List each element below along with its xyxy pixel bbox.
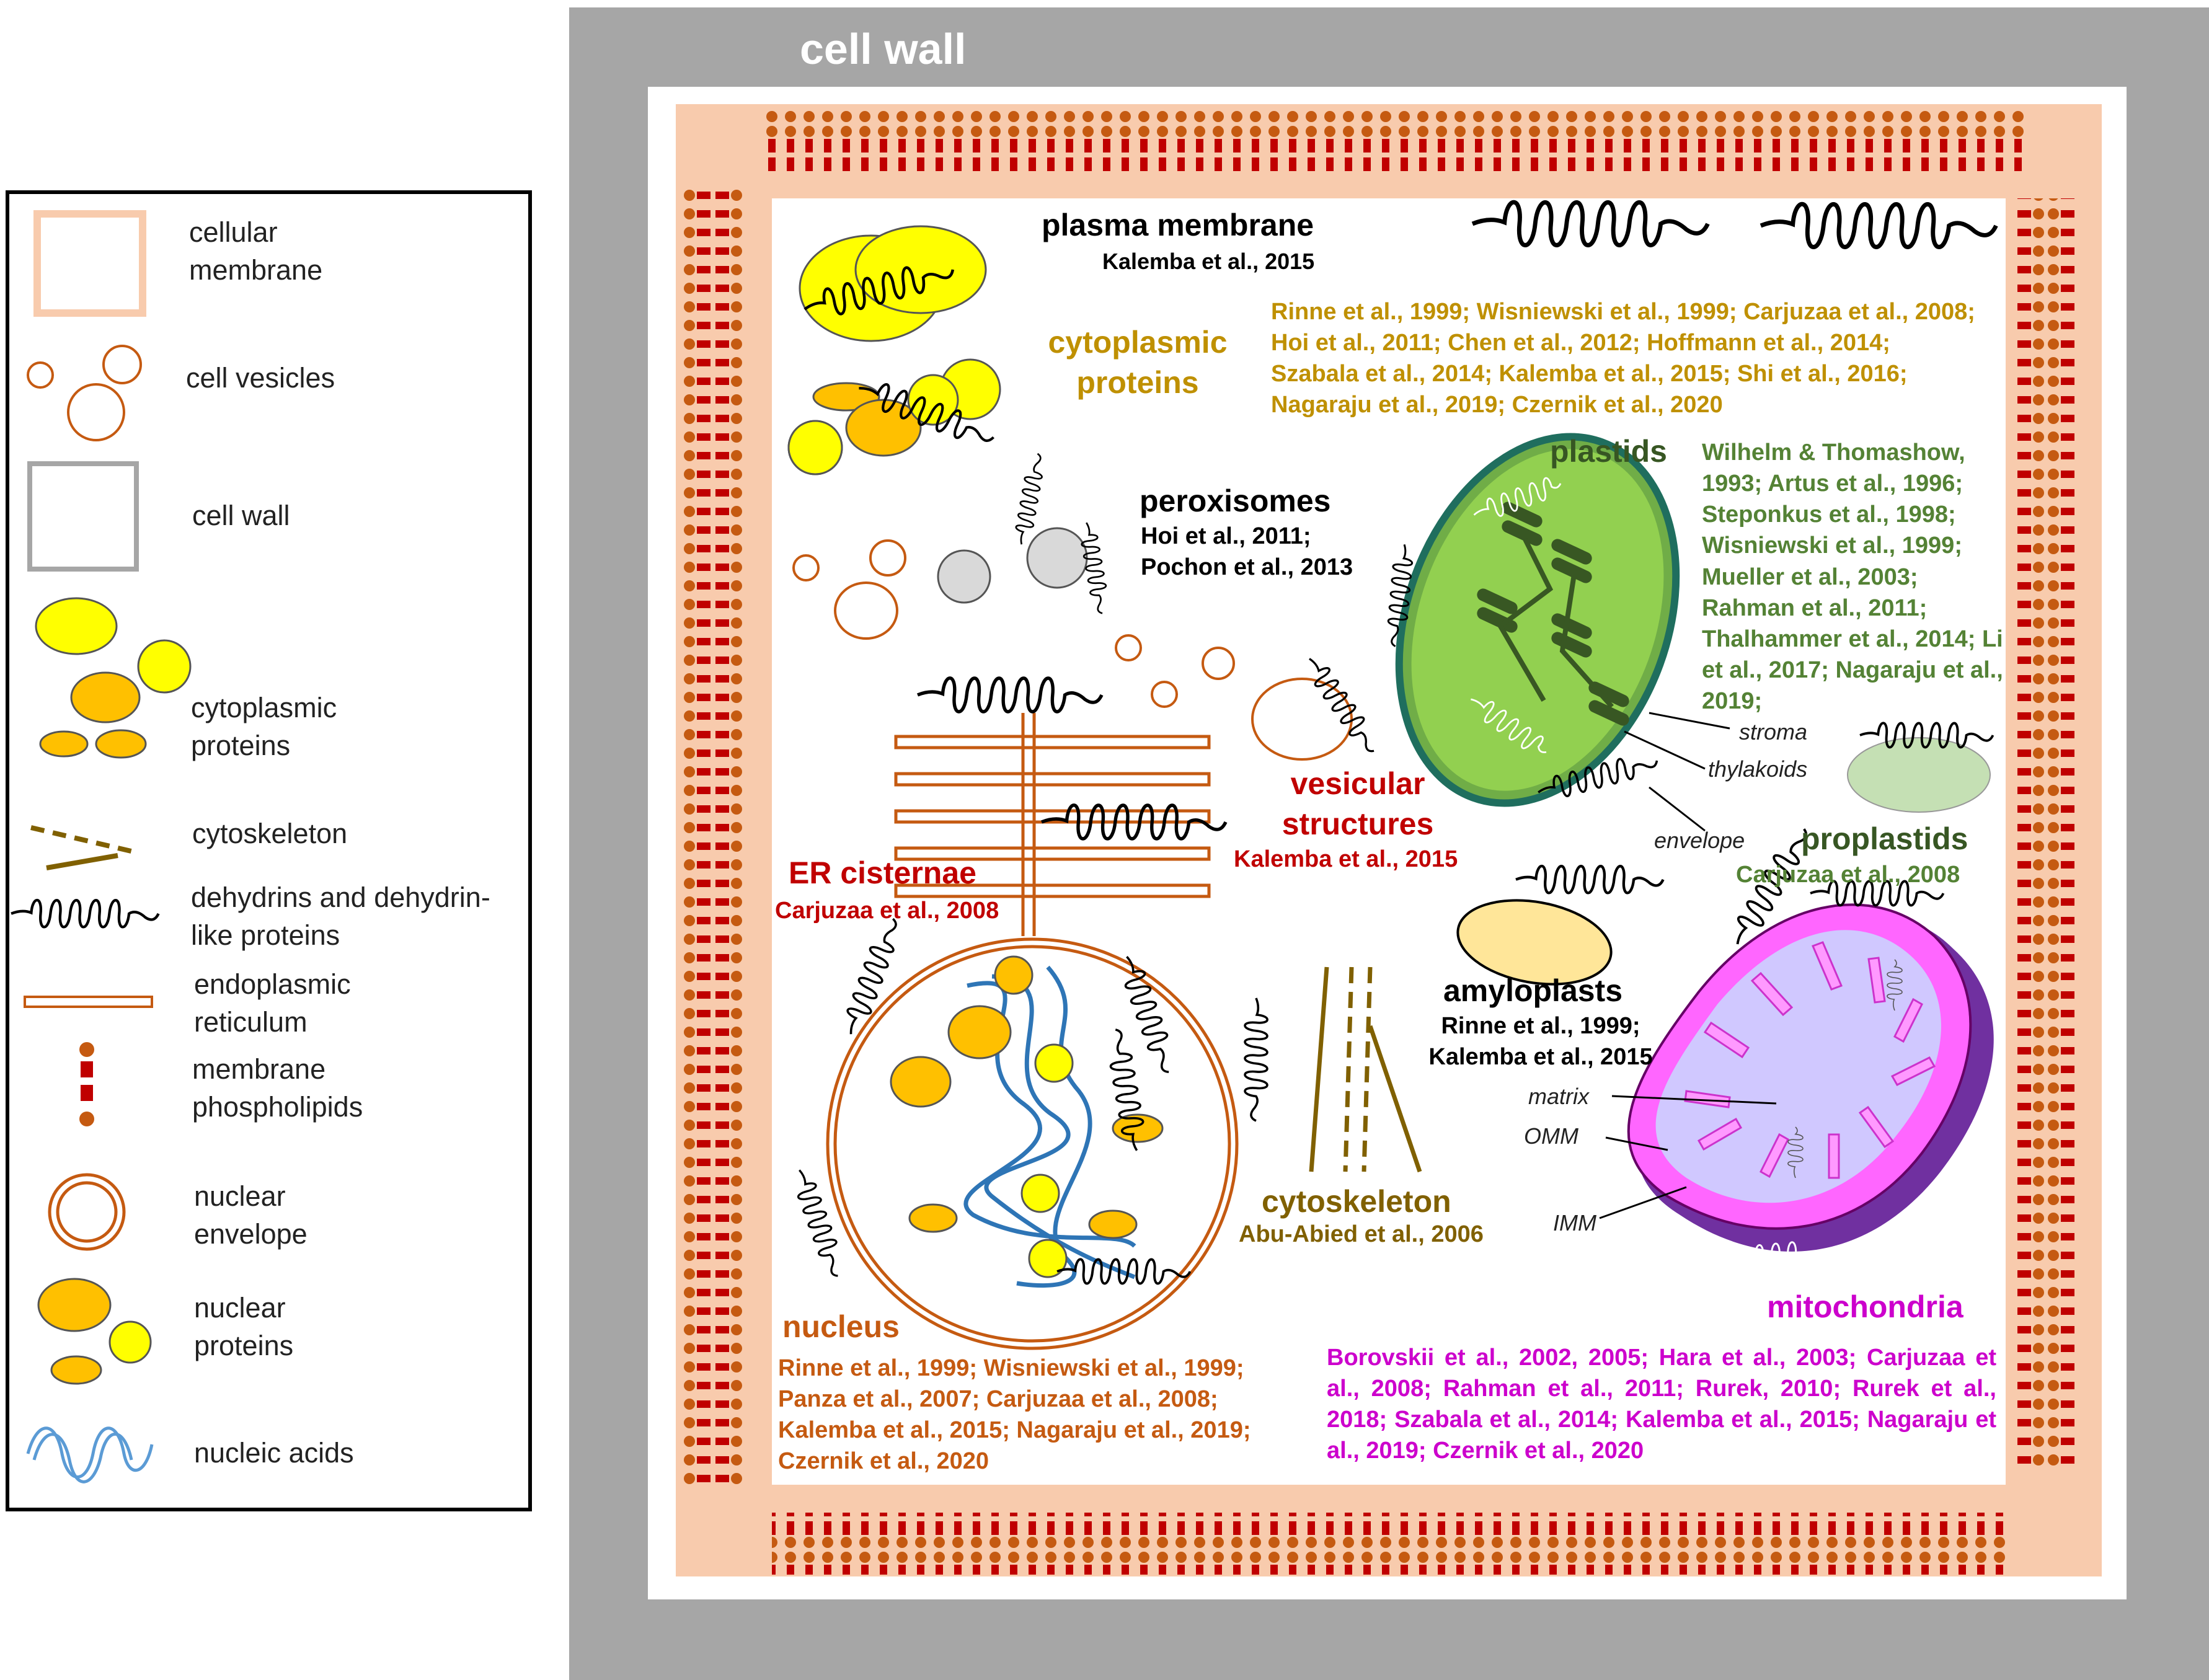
plasma-membrane-refs: Kalemba et al., 2015 <box>1102 249 1315 274</box>
legend-label-phospholipids: membrane phospholipids <box>192 1053 363 1123</box>
cytoskeleton-title: cytoskeleton <box>1262 1184 1451 1219</box>
plasma-membrane-title: plasma membrane <box>1042 208 1314 242</box>
membrane-lipids-top <box>759 110 2030 172</box>
proplastid <box>1848 738 1990 812</box>
cytoplasmic-proteins-title: cytoplasmic proteins <box>1048 325 1228 400</box>
thylakoids-label: thylakoids <box>1708 756 1808 782</box>
legend-label-cytoskeleton: cytoskeleton <box>192 818 348 849</box>
membrane-lipids-bottom <box>772 1513 2012 1575</box>
cytoplasmic-proteins-refs: Rinne et al., 1999; Wisniewski et al., 1999; Carjuzaa et al., 2008; Hoi et al., 2011; Chen et al., 2012; Hoffmann et al., 2014; Szabala et al., 2014; Kalemba et al., 2015; Shi et al., 2016; Nagaraju et al., 2019; Czernik et al., 2020 <box>1271 299 1975 418</box>
amyloplasts-title: amyloplasts <box>1443 973 1623 1008</box>
mitochondria-refs: Borovskii et al., 2002, 2005; Hara et al., 2003; Carjuzaa et al., 2008; Rahman et al., 2011; Rurek, 2010; Rurek et al., 2018; Szabala et al., 2014; Kalemba et al., 2015; Nagaraju et al., 2019; Czernik et al., 2020 <box>1327 1345 1996 1464</box>
envelope-label: envelope <box>1654 828 1745 853</box>
er-cisternae-refs: Carjuzaa et al., 2008 <box>775 898 999 924</box>
matrix-label: matrix <box>1528 1084 1589 1109</box>
peroxisomes-refs: Hoi et al., 2011; Pochon et al., 2013 <box>1141 523 1353 581</box>
vesicular-structures-title: vesicular structures <box>1282 766 1434 841</box>
legend-label-dehydrins: dehydrins and dehydrin-like proteins <box>191 882 490 951</box>
stroma-label: stroma <box>1739 719 1808 745</box>
cell-wall-title: cell wall <box>800 25 967 73</box>
legend-label-cell-vesicles: cell vesicles <box>186 362 335 394</box>
legend-label-cytoplasmic-proteins: cytoplasmic proteins <box>191 692 337 761</box>
omm-label: OMM <box>1524 1123 1578 1149</box>
nucleus-title: nucleus <box>782 1309 900 1344</box>
legend-label-nuclear-envelope: nuclear envelope <box>194 1180 308 1250</box>
proplastids-refs: Carjuzaa et al., 2008 <box>1736 862 1960 888</box>
legend-label-nuclear-proteins: nuclear proteins <box>194 1292 294 1361</box>
legend-label-nucleic-acids: nucleic acids <box>194 1437 354 1469</box>
plastids-refs: Wilhelm & Thomashow, 1993; Artus et al., 1996; Steponkus et al., 1998; Wisniewski et al., 1999; Mueller et al., 2003; Rahman et al., 2011; Thalhammer et al., 2014; Li et al., 2017; Nagaraju et al., 2019; <box>1702 440 2003 715</box>
plastids-title: plastids <box>1550 434 1667 469</box>
legend-label-er: endoplasmic reticulum <box>194 968 351 1038</box>
membrane-lipids-right <box>2015 198 2077 1469</box>
legend-label-cell-wall: cell wall <box>192 500 290 531</box>
nucleus-refs: Rinne et al., 1999; Wisniewski et al., 1999; Panza et al., 2007; Carjuzaa et al., 2008; Kalemba et al., 2015; Nagaraju et al., 2019; Czernik et al., 2020 <box>778 1355 1251 1475</box>
mitochondria-title: mitochondria <box>1767 1289 1963 1324</box>
proplastids-title: proplastids <box>1801 821 1968 856</box>
legend-label-cellular-membrane: cellular membrane <box>189 216 323 286</box>
peroxisomes-title: peroxisomes <box>1140 484 1331 518</box>
membrane-lipids-left <box>682 183 744 1491</box>
imm-label: IMM <box>1553 1210 1596 1236</box>
vesicular-structures-refs: Kalemba et al., 2015 <box>1234 846 1458 872</box>
er-cisternae-title: ER cisternae <box>789 855 976 890</box>
amyloplasts-refs: Rinne et al., 1999; Kalemba et al., 2015 <box>1428 1013 1653 1071</box>
cytoskeleton-refs: Abu-Abied et al., 2006 <box>1239 1221 1484 1247</box>
